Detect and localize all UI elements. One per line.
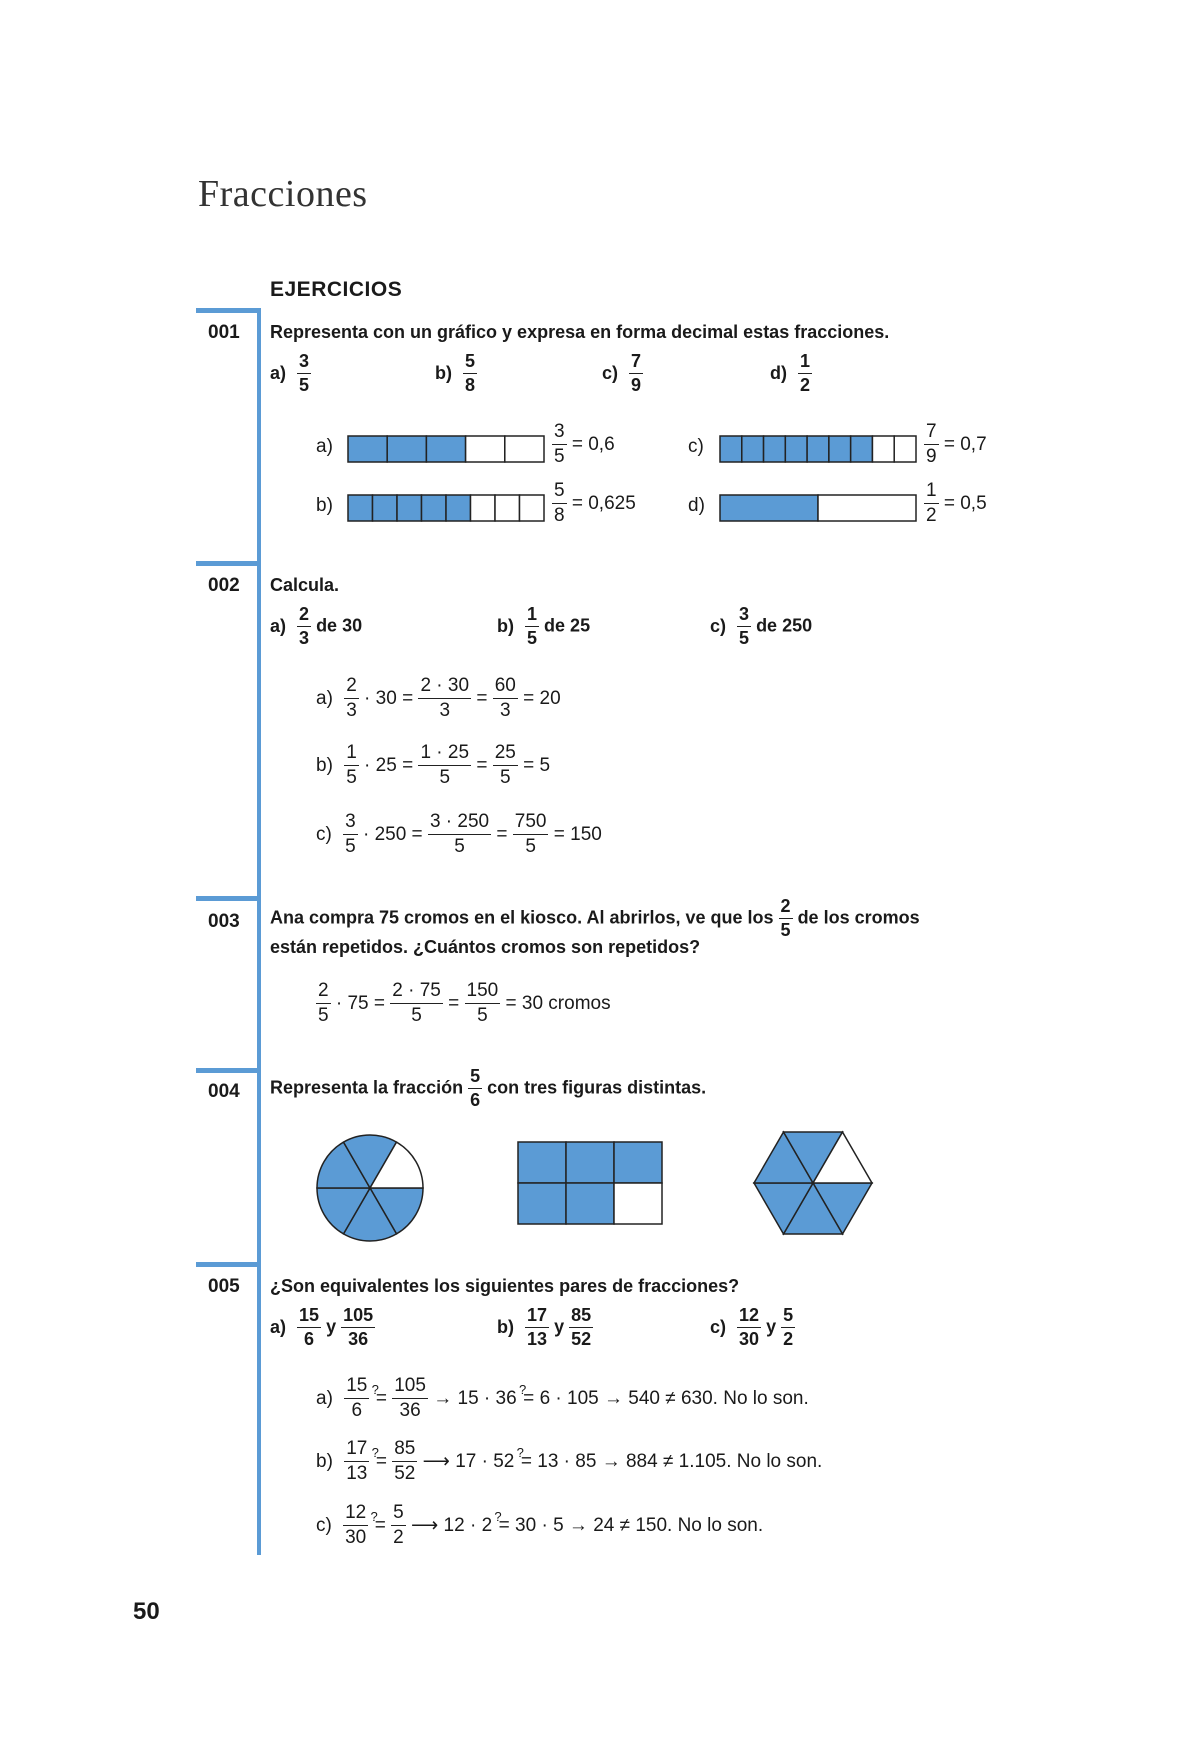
hexagon-fraction-diagram: [748, 1126, 878, 1240]
solution-line: b) $\frac{1}{5}$ · 25 = $\frac{1 \cdot 25}{5}$ = $\frac{25}{5}$ = 5: [316, 742, 551, 788]
exercise-statement: Representa la fracción $\frac{5}{6}$ con tres figuras distintas.: [270, 1066, 707, 1110]
filled-segment: [422, 495, 447, 521]
solution-line: b) $\frac{17}{13}$ ?= $\frac{85}{52}$ ⟶ 17 · 52 ?= 13 · 85 → 884 ≠ 1.105. No lo son.: [316, 1438, 823, 1484]
exercise-statement: Calcula.: [270, 575, 340, 595]
filled-segment: [397, 495, 422, 521]
exercise-item: a) $\frac{15}{6}$ y $\frac{105}{36}$: [270, 1305, 374, 1349]
solution-line: $\frac{2}{5}$ · 75 = $\frac{2 \cdot 75}{5}$ = $\frac{150}{5}$ = 30 cromos: [318, 980, 611, 1026]
filled-segment: [387, 436, 426, 462]
exercise-bar-001: [196, 308, 261, 313]
filled-segment: [426, 436, 465, 462]
empty-segment: [872, 436, 894, 462]
exercise-bar-002: [196, 561, 261, 566]
exercise-number: 005: [208, 1276, 240, 1297]
empty-segment: [894, 436, 916, 462]
fraction: $\frac{3}{5}$: [299, 351, 310, 395]
empty-segment: [818, 495, 916, 521]
margin-accent-line: [257, 312, 261, 1555]
exercise-number: 002: [208, 575, 240, 596]
fraction: $\frac{1}{2}$: [800, 351, 811, 395]
solution-result: $\frac{7}{9}$ = 0,7: [926, 421, 987, 467]
solution-label: c): [688, 436, 704, 457]
exercise-item: a) $\frac{3}{5}$: [270, 351, 310, 395]
filled-segment: [348, 436, 387, 462]
fraction: $\frac{7}{9}$: [631, 351, 642, 395]
fraction: $\frac{5}{8}$: [465, 351, 476, 395]
exercise-statement: Ana compra 75 cromos en el kiosco. Al abrirlos, ve que los $\frac{2}{5}$ de los cromos: [270, 896, 920, 940]
chapter-title: Fracciones: [198, 173, 368, 215]
page-number: 50: [133, 1598, 160, 1625]
solution-line: a) $\frac{15}{6}$ ?= $\frac{105}{36}$ → 15 · 36 ?= 6 · 105 → 540 ≠ 630. No lo son.: [316, 1375, 809, 1421]
exercise-number: 003: [208, 911, 240, 932]
filled-segment: [764, 436, 786, 462]
filled-segment: [785, 436, 807, 462]
circle-fraction-diagram: [310, 1128, 430, 1248]
filled-segment: [720, 436, 742, 462]
exercise-item: c) $\frac{3}{5}$ de 250: [710, 604, 813, 648]
fraction-bar-diagram: [718, 434, 918, 464]
solution-line: c) $\frac{3}{5}$ · 250 = $\frac{3 \cdot 250}{5}$ = $\frac{750}{5}$ = 150: [316, 811, 602, 857]
rectangle-fraction-diagram: [516, 1140, 666, 1226]
solution-result: $\frac{5}{8}$ = 0,625: [554, 480, 636, 526]
exercise-statement: Representa con un gráfico y expresa en forma decimal estas fracciones.: [270, 322, 890, 342]
solution-label: b): [316, 495, 333, 516]
exercise-item: b) $\frac{5}{8}$: [435, 351, 476, 395]
exercise-number: 004: [208, 1081, 240, 1102]
fraction-bar-diagram: [718, 493, 918, 523]
filled-segment: [446, 495, 471, 521]
exercise-item: b) $\frac{17}{13}$ y $\frac{85}{52}$: [497, 1305, 592, 1349]
exercise-bar-003: [196, 896, 261, 901]
section-title: EJERCICIOS: [270, 278, 403, 301]
solution-line: c) $\frac{12}{30}$ ?= $\frac{5}{2}$ ⟶ 12 · 2 ?= 30 · 5 → 24 ≠ 150. No lo son.: [316, 1502, 764, 1548]
filled-segment: [373, 495, 398, 521]
filled-segment: [807, 436, 829, 462]
filled-segment: [348, 495, 373, 521]
filled-segment: [829, 436, 851, 462]
empty-segment: [520, 495, 545, 521]
filled-segment: [720, 495, 818, 521]
empty-segment: [466, 436, 505, 462]
solution-line: a) $\frac{2}{3}$ · 30 = $\frac{2 \cdot 30}{3}$ = $\frac{60}{3}$ = 20: [316, 675, 561, 721]
filled-segment: [851, 436, 873, 462]
solution-result: $\frac{3}{5}$ = 0,6: [554, 421, 615, 467]
empty-segment: [505, 436, 544, 462]
exercise-bar-004: [196, 1068, 261, 1073]
exercise-item: d) $\frac{1}{2}$: [770, 351, 811, 395]
solution-result: $\frac{1}{2}$ = 0,5: [926, 480, 987, 526]
fraction-bar-diagram: [346, 493, 546, 523]
exercise-bar-005: [196, 1262, 261, 1267]
exercise-item: c) $\frac{7}{9}$: [602, 351, 642, 395]
exercise-statement-cont: están repetidos. ¿Cuántos cromos son repetidos?: [270, 937, 701, 957]
exercise-item: b) $\frac{1}{5}$ de 25: [497, 604, 591, 648]
empty-segment: [471, 495, 496, 521]
solution-label: a): [316, 436, 333, 457]
exercise-number: 001: [208, 322, 240, 343]
exercise-item: c) $\frac{12}{30}$ y $\frac{5}{2}$: [710, 1305, 794, 1349]
solution-label: d): [688, 495, 705, 516]
exercise-statement: ¿Son equivalentes los siguientes pares de fracciones?: [270, 1276, 740, 1296]
filled-segment: [742, 436, 764, 462]
fraction-bar-diagram: [346, 434, 546, 464]
exercise-item: a) $\frac{2}{3}$ de 30: [270, 604, 363, 648]
empty-segment: [495, 495, 520, 521]
